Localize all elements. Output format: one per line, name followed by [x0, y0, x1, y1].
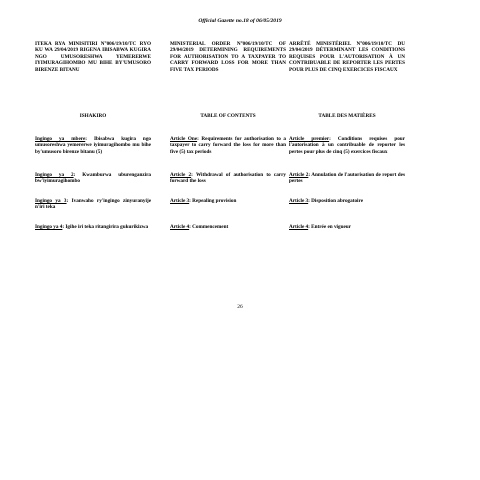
toc-entry-text: : Disposition abrogatoire: [308, 198, 364, 204]
toc-entry-text: : Ivanwaho ry'ingingo zinyuranyije n'iri teka: [35, 198, 151, 211]
toc-entry: [170, 136, 286, 155]
toc-entry-label: Ingingo ya 2: [35, 172, 74, 178]
toc-entry: [170, 172, 286, 185]
toc-entry: [170, 224, 286, 230]
toc-entry-text: : Ibisabwa kugira ngo umusoreshwa yemererwe iyimuragihombo mu bihe by'umusoro birenze bitanu (5): [35, 136, 152, 155]
toc-entry-label: Article premier: [289, 136, 330, 142]
toc-entry-text: : Entrée en vigueur: [308, 224, 351, 230]
toc-entry-text: : Annulation de l'autorisation de report des pertes: [289, 172, 406, 185]
toc-entry-label: Article 3: [170, 198, 190, 204]
toc-entry: [289, 198, 405, 204]
toc-heading-kinyarwanda: ISHAKIRO: [79, 113, 107, 119]
toc-entry-text: : Igihe iri teka ritangirira gukurikizwa: [62, 224, 149, 230]
toc-entry-text: : Kwamburwa uburenganzira bw'iyimuragihombo: [35, 172, 151, 185]
toc-entry: [35, 172, 151, 185]
toc-entry-label: Ingingo ya mbere: [35, 136, 86, 142]
toc-entry-text: : Conditions requises pour l'autorisation à un contribuable de reporter les pertes pour plus de cinq (5) exercices fiscaux: [289, 136, 405, 155]
toc-entry-label: Article One: [170, 136, 198, 142]
toc-entry: [289, 172, 405, 185]
toc-entry-label: Ingingo ya 3: [35, 198, 67, 204]
order-title-kinyarwanda: ITEKA RYA MINISITIRI N°006/19/10/TC RYO KU WA 29/04/2019 RIGENA IBISABWA KUGIRA NGO UMUSORESHWA YEMERERWE IYIMURAGIHOMBO MU BIHE BY'UMUSORO BIRENZE BITANU: [35, 41, 151, 73]
page-number: 26: [237, 304, 243, 310]
toc-heading-french: TABLE DES MATIÈRES: [318, 113, 376, 119]
toc-entry-label: Article 4: [289, 224, 309, 230]
order-title-english: MINISTERIAL ORDER N°006/19/10/TC OF 29/04/2019 DETERMINING REQUIREMENTS FOR AUTHORISATION TO A TAXPAYER TO CARRY FORWARD LOSS FOR MORE THAN FIVE TAX PERIODS: [170, 41, 286, 73]
toc-heading-english: TABLE OF CONTENTS: [200, 113, 256, 119]
gazette-header: Official Gazette no.18 of 06/05/2019: [198, 18, 282, 24]
toc-entry-label: Article 3: [289, 198, 309, 204]
toc-entry-label: Article 2: [170, 172, 192, 178]
toc-entry: [35, 136, 151, 155]
toc-entry-text: : Commencement: [189, 224, 229, 230]
toc-entry: [289, 224, 405, 230]
toc-entry: [289, 136, 405, 155]
toc-entry: [35, 198, 151, 211]
toc-entry-text: : Withdrawal of authorisation to carry forward the loss: [170, 172, 286, 185]
toc-entry-label: Article 2: [289, 172, 309, 178]
toc-entry-text: : Repealing provision: [189, 198, 237, 204]
order-title-french: ARRÊTÉ MINISTÉRIEL N°006/19/10/TC DU 29/04/2019 DÉTERMINANT LES CONDITIONS REQUISES POUR L'AUTORISATION À UN CONTRIBUABLE DE REPORTER LES PERTES POUR PLUS DE CINQ EXERCICES FISCAUX: [289, 41, 405, 73]
toc-entry-label: Article 4: [170, 224, 190, 230]
toc-entry-label: Ingingo ya 4: [35, 224, 63, 230]
toc-entry: [35, 224, 151, 230]
toc-entry: [170, 198, 286, 204]
toc-entry-text: : Requirements for authorisation to a taxpayer to carry forward the loss for more than five (5) tax periods: [170, 136, 286, 155]
